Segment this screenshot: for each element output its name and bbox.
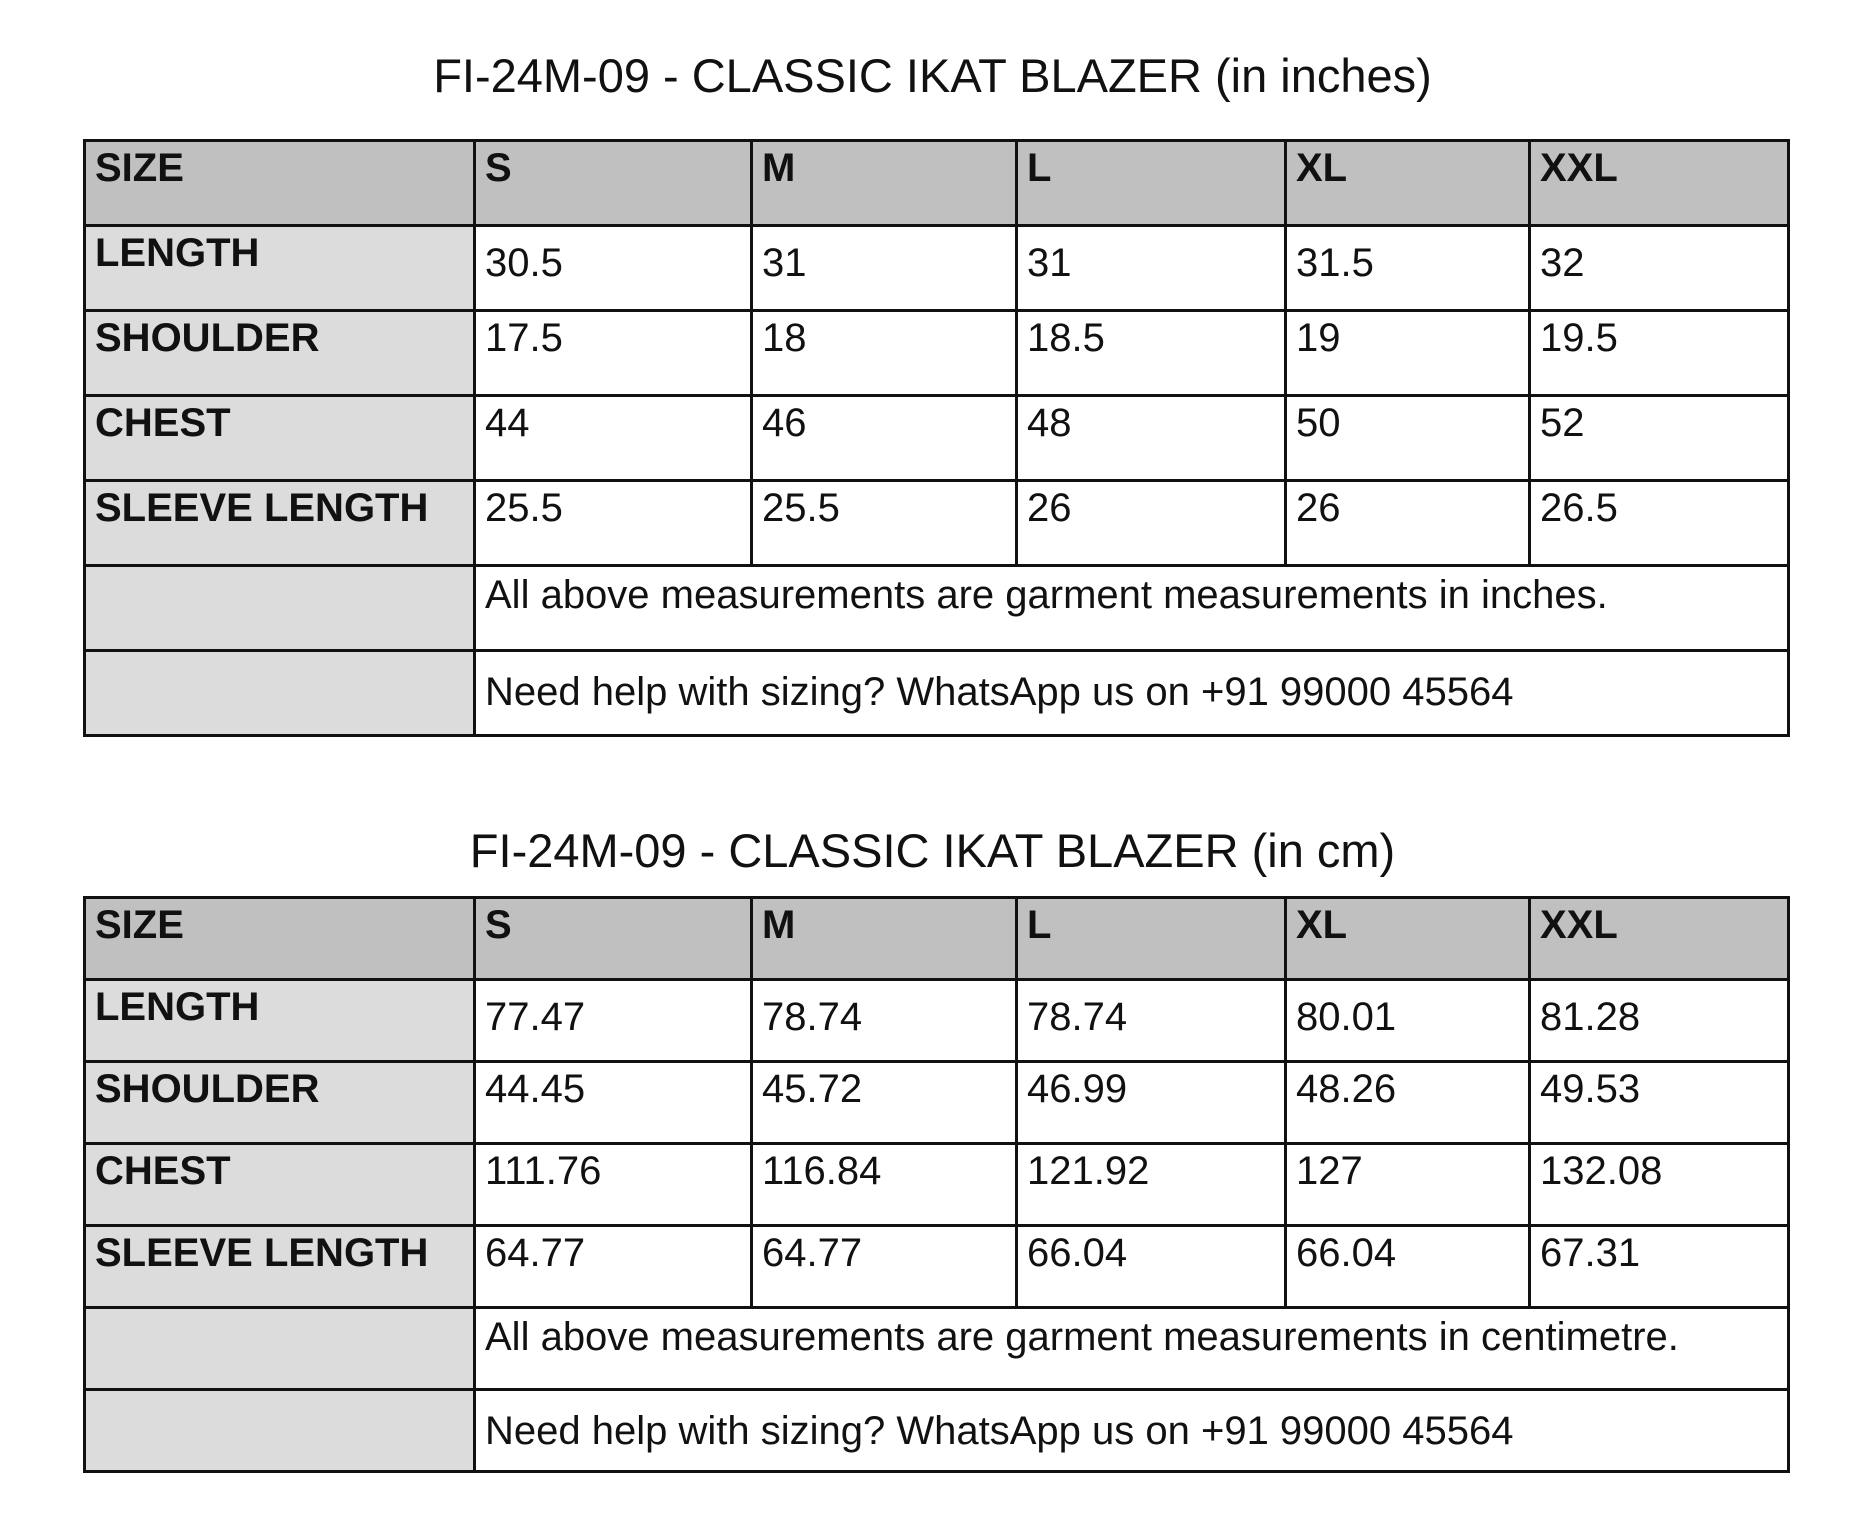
measurement-note: All above measurements are garment measurements in centimetre. <box>475 1308 1789 1390</box>
header-cell-m: M <box>752 141 1017 226</box>
header-cell-s: S <box>475 898 752 980</box>
note-row <box>85 1308 1789 1390</box>
table-row <box>85 980 1789 1062</box>
value-cell: 64.77 <box>475 1226 752 1308</box>
header-cell-l: L <box>1017 141 1286 226</box>
value-cell: 66.04 <box>1286 1226 1530 1308</box>
value-cell: 19.5 <box>1530 311 1789 396</box>
value-cell: 116.84 <box>752 1144 1017 1226</box>
value-cell: 46.99 <box>1017 1062 1286 1144</box>
row-label-chest: CHEST <box>85 396 475 481</box>
value-cell: 48 <box>1017 396 1286 481</box>
blank-label-cell <box>85 651 475 736</box>
value-cell: 25.5 <box>475 481 752 566</box>
value-cell: 81.28 <box>1530 980 1789 1062</box>
header-cell-xl: XL <box>1286 141 1530 226</box>
header-row <box>85 141 1789 226</box>
value-cell: 44 <box>475 396 752 481</box>
table-row <box>85 1226 1789 1308</box>
value-cell: 78.74 <box>752 980 1017 1062</box>
value-cell: 64.77 <box>752 1226 1017 1308</box>
value-cell: 77.47 <box>475 980 752 1062</box>
value-cell: 44.45 <box>475 1062 752 1144</box>
value-cell: 78.74 <box>1017 980 1286 1062</box>
value-cell: 50 <box>1286 396 1530 481</box>
table-row <box>85 481 1789 566</box>
value-cell: 49.53 <box>1530 1062 1789 1144</box>
header-cell-s: S <box>475 141 752 226</box>
row-label-shoulder: SHOULDER <box>85 311 475 396</box>
value-cell: 26.5 <box>1530 481 1789 566</box>
value-cell: 45.72 <box>752 1062 1017 1144</box>
header-cell-m: M <box>752 898 1017 980</box>
value-cell: 25.5 <box>752 481 1017 566</box>
value-cell: 18.5 <box>1017 311 1286 396</box>
table-row <box>85 226 1789 311</box>
note-row <box>85 566 1789 651</box>
value-cell: 19 <box>1286 311 1530 396</box>
value-cell: 31 <box>752 226 1017 311</box>
size-chart-title-cm: FI-24M-09 - CLASSIC IKAT BLAZER (in cm) <box>469 824 1396 877</box>
value-cell: 111.76 <box>475 1144 752 1226</box>
value-cell: 121.92 <box>1017 1144 1286 1226</box>
value-cell: 52 <box>1530 396 1789 481</box>
help-row <box>85 651 1789 736</box>
blank-label-cell <box>85 1308 475 1390</box>
size-chart-title-inches: FI-24M-09 - CLASSIC IKAT BLAZER (in inches) <box>433 49 1432 102</box>
value-cell: 32 <box>1530 226 1789 311</box>
help-row <box>85 1390 1789 1472</box>
row-label-length: LENGTH <box>85 226 475 311</box>
value-cell: 30.5 <box>475 226 752 311</box>
value-cell: 66.04 <box>1017 1226 1286 1308</box>
value-cell: 46 <box>752 396 1017 481</box>
table-row <box>85 311 1789 396</box>
row-label-sleeve-length: SLEEVE LENGTH <box>85 1226 475 1308</box>
blank-label-cell <box>85 1390 475 1472</box>
value-cell: 80.01 <box>1286 980 1530 1062</box>
value-cell: 132.08 <box>1530 1144 1789 1226</box>
value-cell: 31 <box>1017 226 1286 311</box>
value-cell: 48.26 <box>1286 1062 1530 1144</box>
row-label-length: LENGTH <box>85 980 475 1062</box>
value-cell: 26 <box>1017 481 1286 566</box>
header-cell-xxl: XXL <box>1530 898 1789 980</box>
blank-label-cell <box>85 566 475 651</box>
header-row <box>85 898 1789 980</box>
row-label-chest: CHEST <box>85 1144 475 1226</box>
row-label-shoulder: SHOULDER <box>85 1062 475 1144</box>
value-cell: 67.31 <box>1530 1226 1789 1308</box>
header-cell-size: SIZE <box>85 141 475 226</box>
value-cell: 26 <box>1286 481 1530 566</box>
size-chart-table-inches <box>83 139 1790 737</box>
sizing-help-text: Need help with sizing? WhatsApp us on +91 99000 45564 <box>475 1390 1789 1472</box>
value-cell: 18 <box>752 311 1017 396</box>
header-cell-size: SIZE <box>85 898 475 980</box>
value-cell: 31.5 <box>1286 226 1530 311</box>
table-row <box>85 1062 1789 1144</box>
value-cell: 17.5 <box>475 311 752 396</box>
header-cell-l: L <box>1017 898 1286 980</box>
size-chart-table-cm <box>83 896 1790 1473</box>
measurement-note: All above measurements are garment measurements in inches. <box>475 566 1789 651</box>
header-cell-xl: XL <box>1286 898 1530 980</box>
sizing-help-text: Need help with sizing? WhatsApp us on +91 99000 45564 <box>475 651 1789 736</box>
row-label-sleeve-length: SLEEVE LENGTH <box>85 481 475 566</box>
table-row <box>85 396 1789 481</box>
header-cell-xxl: XXL <box>1530 141 1789 226</box>
value-cell: 127 <box>1286 1144 1530 1226</box>
table-row <box>85 1144 1789 1226</box>
